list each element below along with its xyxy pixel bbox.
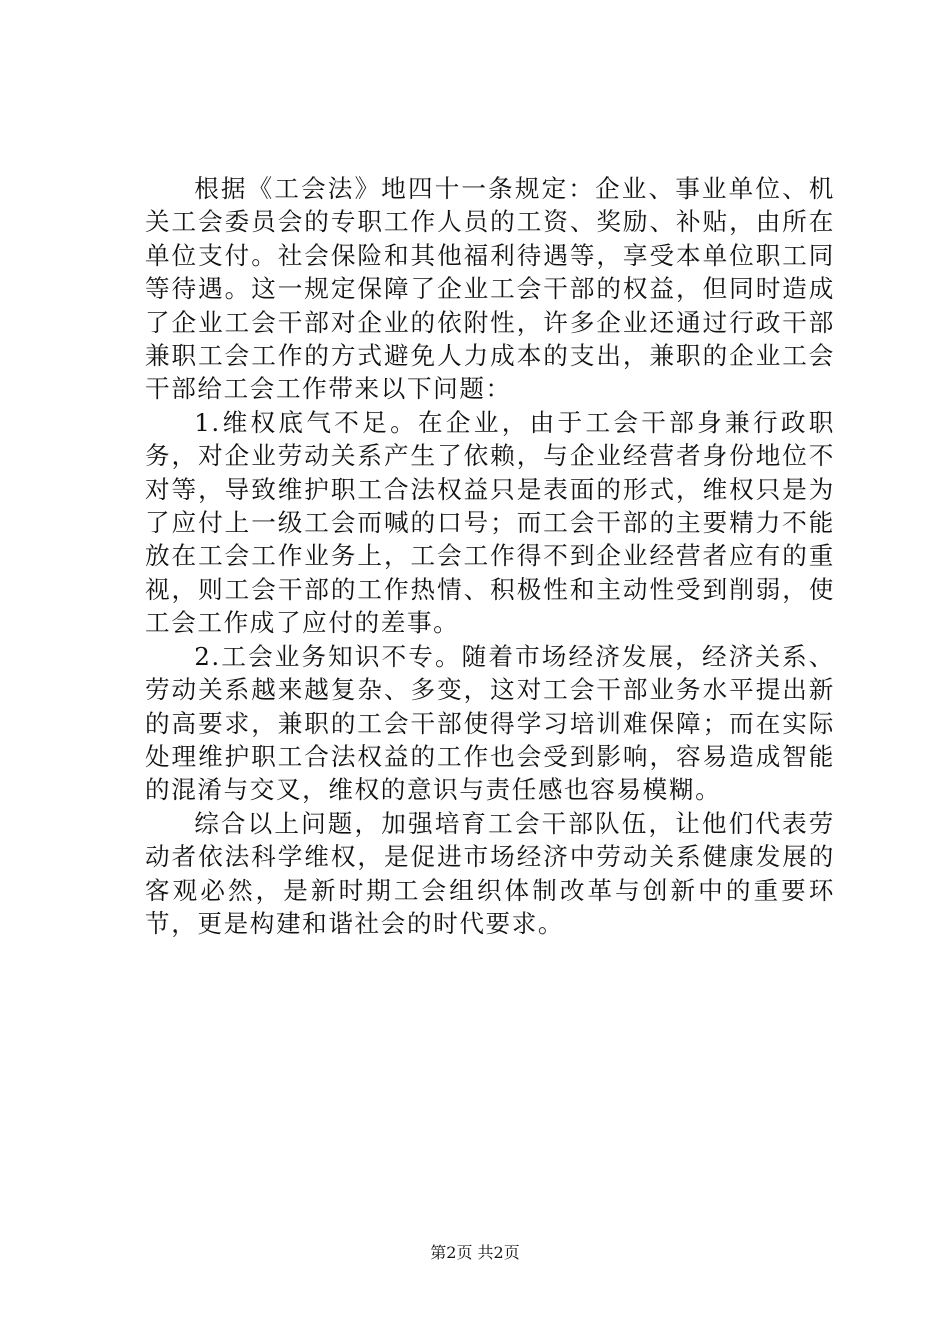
document-body bbox=[145, 172, 835, 940]
paragraph-conclusion: 综合以上问题，加强培育工会干部队伍，让他们代表劳动者依法科学维权，是促进市场经济中劳动关系健康发展的客观必然，是新时期工会组织体制改革与创新中的重要环节，更是构建和谐社会的时代要求。 bbox=[145, 808, 835, 938]
paragraph-issue-2: 2.工会业务知识不专。随着市场经济发展，经济关系、劳动关系越来越复杂、多变，这对工会干部业务水平提出新的高要求，兼职的工会干部使得学习培训难保障；而在实际处理维护职工合法权益的工作也会受到影响，容易造成智能的混淆与交叉，维权的意识与责任感也容易模糊。 bbox=[145, 641, 835, 805]
page-footer: 第2页 共2页 bbox=[430, 1243, 520, 1262]
paragraph-issue-1: 1.维权底气不足。在企业，由于工会干部身兼行政职务，对企业劳动关系产生了依赖，与企业经营者身份地位不对等，导致维护职工合法权益只是表面的形式，维权只是为了应付上一级工会而喊的口号；而工会干部的主要精力不能放在工会工作业务上，工会工作得不到企业经营者应有的重视，则工会干部的工作热情、积极性和主动性受到削弱，使工会工作成了应付的差事。 bbox=[145, 407, 835, 638]
paragraph-union-law: 根据《工会法》地四十一条规定：企业、事业单位、机关工会委员会的专职工作人员的工资、奖励、补贴，由所在单位支付。社会保险和其他福利待遇等，享受本单位职工同等待遇。这一规定保障了企业工会干部的权益，但同时造成了企业工会干部对企业的依附性，许多企业还通过行政干部兼职工会工作的方式避免人力成本的支出，兼职的企业工会干部给工会工作带来以下问题： bbox=[145, 174, 835, 404]
